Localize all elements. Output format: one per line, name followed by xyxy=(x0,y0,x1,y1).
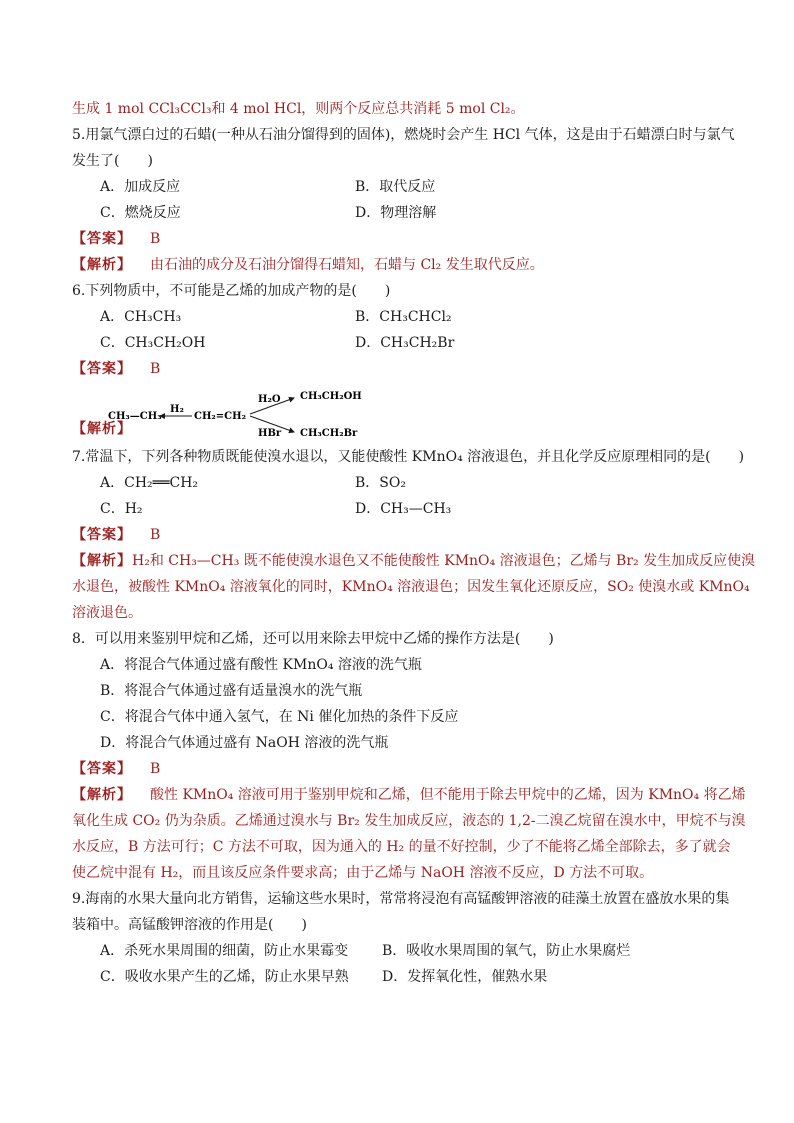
q9-options-row2 xyxy=(72,964,732,990)
q7-option-c: C．H₂ xyxy=(100,501,143,517)
scheme-upper-product: CH₃CH₂OH xyxy=(300,391,362,402)
q8-option-c: C．将混合气体中通入氢气，在 Ni 催化加热的条件下反应 xyxy=(100,709,459,725)
q9-stem-line2: 装箱中。高锰酸钾溶液的作用是( ) xyxy=(72,917,307,933)
q8-explanation-line4: 使乙烷中混有 H₂，而且该反应条件要求高；由于乙烯与 NaOH 溶液不反应，D 方法不可取。 xyxy=(72,865,654,881)
q5-option-d: D．物理溶解 xyxy=(355,205,437,221)
q7-explanation-line3: 溶液退色。 xyxy=(72,605,142,621)
q7-option-a: A．CH₂══CH₂ xyxy=(100,475,199,491)
q5-explanation xyxy=(72,252,732,278)
q8-answer xyxy=(72,756,732,782)
explanation-label: 【解析】 xyxy=(72,257,132,273)
q5-option-c: C．燃烧反应 xyxy=(100,205,181,221)
q7-options-row1 xyxy=(72,470,732,496)
q6-option-a: A．CH₃CH₃ xyxy=(100,309,182,325)
q5-option-b: B．取代反应 xyxy=(355,179,436,195)
q7-options-row2 xyxy=(72,496,732,522)
scheme-left-reagent: H₂ xyxy=(170,404,184,415)
intro-line: 生成 1 mol CCl₃CCl₃和 4 mol HCl，则两个反应总共消耗 5 mol Cl₂。 xyxy=(72,101,525,117)
q5-options-row2 xyxy=(72,200,732,226)
q5-stem-line2: 发生了( ) xyxy=(72,153,153,169)
answer-label: 【答案】 xyxy=(72,231,132,247)
q6-options-row1 xyxy=(72,304,732,330)
scheme-lower-reagent: HBr xyxy=(258,428,282,439)
answer-label: 【答案】 xyxy=(72,761,132,777)
q6-stem: 6.下列物质中，不可能是乙烯的加成产物的是( ) xyxy=(72,283,391,299)
q6-option-b: B．CH₃CHCl₂ xyxy=(355,309,452,325)
q9-option-c: C．吸收水果产生的乙烯，防止水果早熟 xyxy=(100,969,349,985)
q8-explanation-line2: 氧化生成 CO₂ 仍为杂质。乙烯通过溴水与 Br₂ 发生加成反应，液态的 1,2-二溴乙烷留在溴水中，甲烷不与溴 xyxy=(72,813,746,829)
answer-label: 【答案】 xyxy=(72,527,132,543)
scheme-left-product: CH₃—CH₃ xyxy=(108,411,162,422)
q7-option-b: B．SO₂ xyxy=(355,475,406,491)
q7-explanation-line1 xyxy=(72,548,756,574)
q8-explanation-line3: 水反应，B 方法可行；C 方法不可取，因为通入的 H₂ 的量不好控制，少了不能将乙烯全部除去，多了就会 xyxy=(72,839,731,855)
q7-answer-value: B xyxy=(150,527,161,543)
reaction-scheme xyxy=(108,388,368,440)
answer-label: 【答案】 xyxy=(72,361,132,377)
q9-option-d: D．发挥氧化性，催熟水果 xyxy=(382,969,548,985)
scheme-lower-product: CH₃CH₂Br xyxy=(300,428,358,439)
q8-explanation-line1 xyxy=(72,782,746,808)
q6-answer-value: B xyxy=(150,361,161,377)
q8-stem: 8．可以用来鉴别甲烷和乙烯，还可以用来除去甲烷中乙烯的操作方法是( ) xyxy=(72,631,554,647)
q6-options-row2 xyxy=(72,330,732,356)
q9-option-b: B．吸收水果周围的氧气，防止水果腐烂 xyxy=(382,943,631,959)
q8-explanation-text1: 酸性 KMnO₄ 溶液可用于鉴别甲烷和乙烯，但不能用于除去甲烷中的乙烯，因为 KMnO₄ 将乙烯 xyxy=(150,787,746,803)
scheme-upper-reagent: H₂O xyxy=(258,394,281,405)
explanation-label: 【解析】 xyxy=(72,553,132,569)
scheme-center: CH₂=CH₂ xyxy=(194,411,246,422)
explanation-label: 【解析】 xyxy=(72,787,132,803)
q7-explanation-text1: H₂和 CH₃—CH₃ 既不能使溴水退色又不能使酸性 KMnO₄ 溶液退色；乙烯与 Br₂ 发生加成反应使溴 xyxy=(132,553,756,569)
q5-answer-value: B xyxy=(150,231,161,247)
explanation-label: 【解析】 xyxy=(72,421,132,437)
q9-options-row1 xyxy=(72,938,732,964)
q7-stem: 7.常温下，下列各种物质既能使溴水退以，又能使酸性 KMnO₄ 溶液退色，并且化学反应原理相同的是( ) xyxy=(72,449,745,465)
q8-answer-value: B xyxy=(150,761,161,777)
q5-options-row1 xyxy=(72,174,732,200)
q7-explanation-line2: 水退色，被酸性 KMnO₄ 溶液氧化的同时，KMnO₄ 溶液退色；因发生氧化还原反应，SO₂ 使溴水或 KMnO₄ xyxy=(72,579,750,595)
q7-option-d: D．CH₃—CH₃ xyxy=(355,501,452,517)
q9-option-a: A．杀死水果周围的细菌，防止水果霉变 xyxy=(100,943,349,959)
q6-explanation xyxy=(72,382,732,440)
q6-option-c: C．CH₃CH₂OH xyxy=(100,335,206,351)
q5-explanation-text: 由石油的成分及石油分馏得石蜡知，石蜡与 Cl₂ 发生取代反应。 xyxy=(150,257,544,273)
q7-answer xyxy=(72,522,732,548)
q6-answer xyxy=(72,356,732,382)
q5-answer xyxy=(72,226,732,252)
q8-option-b: B．将混合气体通过盛有适量溴水的洗气瓶 xyxy=(100,683,363,699)
q6-option-d: D．CH₃CH₂Br xyxy=(355,335,455,351)
q8-option-d: D．将混合气体通过盛有 NaOH 溶液的洗气瓶 xyxy=(100,735,389,751)
document-page xyxy=(72,96,756,990)
q9-stem-line1: 9.海南的水果大量向北方销售，运输这些水果时，常常将浸泡有高锰酸钾溶液的硅藻土放置在盛放水果的集 xyxy=(72,891,730,907)
q5-option-a: A．加成反应 xyxy=(100,179,181,195)
q5-stem-line1: 5.用氯气漂白过的石蜡(一种从石油分馏得到的固体)，燃烧时会产生 HCl 气体，这是由于石蜡漂白时与氯气 xyxy=(72,127,735,143)
q8-option-a: A．将混合气体通过盛有酸性 KMnO₄ 溶液的洗气瓶 xyxy=(100,657,422,673)
